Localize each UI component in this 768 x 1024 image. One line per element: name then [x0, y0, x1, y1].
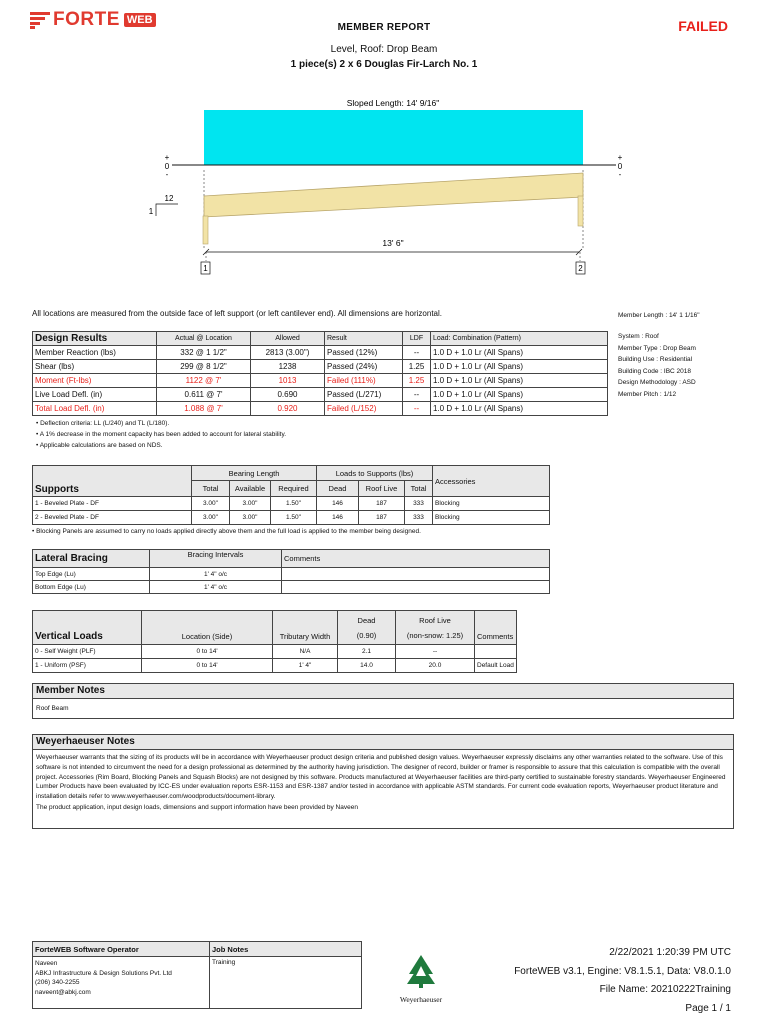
beam-diagram: [0, 90, 768, 290]
vertical-loads-title: Vertical Loads: [33, 611, 142, 645]
design-results-table: Design Results Actual @ Location Allowed Result LDF Load: Combination (Pattern) Member Reaction (lbs) 332 @ 1 1/2" 2813 (3.00") Passed (12%) -- 1.0 D + 1.0 Lr (All Spans) Shear (lbs) 299 @ 8 1/2" 1238 Passed (24%) 1.25 1.0 D + 1.0 Lr (All Spans) Moment (Ft-lbs) 1122 @ 7' 1013 Failed (111%) 1.25 1.0 D + 1.0 Lr (All Spans) Live Load Defl. (in) 0.611 @ 7' 0.690 Passed (L/271) -- 1.0 D + 1.0 Lr (All Spans) Total Load Defl. (in) 1.088 @ 7' 0.920 Failed (L/152) -- 1.0 D + 1.0 Lr (All Spans): [32, 331, 608, 416]
page-number: Page 1 / 1: [685, 1002, 731, 1014]
table-row: Shear (lbs) 299 @ 8 1/2" 1238 Passed (24%) 1.25 1.0 D + 1.0 Lr (All Spans): [33, 360, 608, 374]
sloped-length-label: Sloped Length: 14' 9/16": [346, 98, 440, 108]
bearing-length-header: Bearing Length: [192, 466, 317, 481]
provided-by-text: The product application, input design loads, dimensions and support information have been provided by Naveen: [36, 803, 358, 811]
loads-header: Loads to Supports (lbs): [317, 466, 433, 481]
tree-icon: [406, 954, 436, 988]
table-row: 2 - Beveled Plate - DF 3.00" 3.00" 1.50" 146 187 333 Blocking: [33, 511, 550, 525]
table-row: 1 - Beveled Plate - DF 3.00" 3.00" 1.50" 146 187 333 Blocking: [33, 497, 550, 511]
minus-right: -: [618, 170, 622, 179]
beam: [204, 173, 583, 217]
supports-table: Supports Bearing Length Loads to Supports (lbs) Accessories Total Available Required Dead Roof Live Total 1 - Beveled Plate - DF 3.00" 3.00" 1.50" 146 187 333 Blocking 2 - Beveled Plate - DF 3.00" 3.00" 1.50" 146 187 333 Blocking: [32, 465, 550, 525]
member-label: 1 piece(s) 2 x 6 Douglas Fir-Larch No. 1: [290, 59, 478, 70]
supports-note: • Blocking Panels are assumed to carry no loads applied directly above them and the full load is applied to the member being designed.: [32, 528, 421, 535]
building-use-info: Building Use : Residential: [618, 356, 693, 363]
member-length: Member Length : 14' 1 1/16": [618, 312, 700, 319]
support-post-left: [203, 216, 208, 244]
design-results-title: Design Results: [33, 332, 157, 346]
weyerhaeuser-notes-title: Weyerhaeuser Notes: [33, 735, 733, 750]
table-row: Top Edge (Lu) 1' 4" o/c: [33, 568, 550, 581]
vertical-loads-table: Vertical Loads Location (Side) Tributary Width Dead (0.90) Roof Live (non-snow: 1.25) Comments 0 - Self Weight (PLF) 0 to 14' N/A 2.1 -- 1 - Uniform (PSF) 0 to 14' 1' 4" 14.0 20.0 Default Load: [32, 610, 517, 673]
brand-name: FORTE: [53, 9, 120, 30]
measure-note: All locations are measured from the outside face of left support (or left cantilever end). All dimensions are horizontal.: [32, 309, 442, 318]
operator-info: Naveen ABKJ Infrastructure & Design Solutions Pvt. Ltd (206) 340-2255 naveent@abkj.com: [33, 957, 210, 1009]
pitch-rise: 12: [164, 194, 174, 203]
report-title: MEMBER REPORT: [337, 22, 431, 33]
table-row: Bottom Edge (Lu) 1' 4" o/c: [33, 581, 550, 594]
load-area: [204, 110, 583, 165]
timestamp: 2/22/2021 1:20:39 PM UTC: [609, 947, 731, 958]
design-methodology-info: Design Methodology : ASD: [618, 379, 696, 386]
table-row-failed: Moment (Ft-lbs) 1122 @ 7' 1013 Failed (111%) 1.25 1.0 D + 1.0 Lr (All Spans): [33, 374, 608, 388]
weyerhaeuser-logo: [390, 954, 452, 1004]
member-pitch-info: Member Pitch : 1/12: [618, 390, 677, 398]
report-meta: [514, 944, 731, 1018]
operator-table: [32, 941, 362, 1009]
pitch-symbol: [156, 204, 178, 216]
table-row: Live Load Defl. (in) 0.611 @ 7' 0.690 Passed (L/271) -- 1.0 D + 1.0 Lr (All Spans): [33, 388, 608, 402]
status-badge: FAILED: [678, 18, 728, 34]
svg-text:2: 2: [578, 264, 583, 273]
building-code-info: Building Code : IBC 2018: [618, 367, 691, 375]
plus-left: +: [164, 153, 170, 162]
plus-right: +: [617, 153, 623, 162]
minus-left: -: [165, 170, 169, 179]
member-notes-text: Roof Beam: [36, 705, 69, 712]
member-notes-section: [32, 683, 734, 719]
member-notes-title: Member Notes: [33, 684, 733, 699]
supports-title: Supports: [33, 466, 192, 497]
lateral-bracing-table: Lateral Bracing Bracing Intervals Comments Top Edge (Lu) 1' 4" o/c Bottom Edge (Lu) 1' 4" o/c: [32, 549, 550, 594]
design-notes: • Deflection criteria: LL (L/240) and TL (L/180). • A 1% decrease in the moment capacity has been added to account for lateral stability. • Applicable calculations are based on NDS.: [36, 420, 287, 449]
support-post-right: [578, 196, 583, 226]
svg-text:1: 1: [203, 264, 208, 273]
file-name: File Name: 20210222Training: [599, 984, 731, 995]
span-label: 13' 6": [382, 238, 404, 248]
table-row-failed: Total Load Defl. (in) 1.088 @ 7' 0.920 Failed (L/152) -- 1.0 D + 1.0 Lr (All Spans): [33, 402, 608, 416]
job-notes-text: Training: [210, 957, 362, 1009]
design-parameters: [618, 331, 696, 400]
weyerhaeuser-notes-section: [32, 734, 734, 829]
operator-title: ForteWEB Software Operator: [33, 942, 210, 957]
member-type-info: Member Type : Drop Beam: [618, 344, 696, 352]
table-row: 1 - Uniform (PSF) 0 to 14' 1' 4" 14.0 20.0 Default Load: [33, 659, 517, 673]
table-row: 0 - Self Weight (PLF) 0 to 14' N/A 2.1 --: [33, 645, 517, 659]
level-label: Level, Roof: Drop Beam: [330, 44, 438, 55]
job-notes-title: Job Notes: [210, 942, 362, 957]
zero-left: 0: [164, 162, 170, 171]
zero-right: 0: [617, 162, 623, 171]
lateral-bracing-title: Lateral Bracing: [33, 550, 150, 568]
company-name: Weyerhaeuser: [399, 995, 443, 1004]
warranty-text: Weyerhaeuser warrants that the sizing of its products will be in accordance with Weyerhaeuser product design criteria and published design values. Weyerhaeuser expressly disclaims any other warranties related to the software. Use of this software is not intended to circumvent the need for a design professional as determined by the authority having jurisdiction. The designer of record, builder or framer is responsible to assure that this calculation is compatible with the overall project. Accessories (Rim Board, Blocking Panels and Squash Blocks) are not designed by this software. Products manufactured at Weyerhaeuser facilities are third-party certified to sustainable forestry standards. Weyerhaeuser Engineered Lumber Products have been evaluated by ICC-ES under evaluation reports ESR-1153 and ESR-1387 and/or tested in accordance with applicable ASTM standards. For current code evaluation reports, Weyerhaeuser product literature and installation details refer to www.weyerhaeuser.com/woodproducts/document-library.: [36, 754, 726, 801]
software-version: ForteWEB v3.1, Engine: V8.1.5.1, Data: V8.0.1.0: [514, 965, 731, 977]
system-info: System : Roof: [618, 333, 659, 340]
brand-tag: WEB: [124, 13, 156, 27]
pitch-run: 1: [148, 207, 154, 216]
table-row: Member Reaction (lbs) 332 @ 1 1/2" 2813 (3.00") Passed (12%) -- 1.0 D + 1.0 Lr (All Spans): [33, 346, 608, 360]
